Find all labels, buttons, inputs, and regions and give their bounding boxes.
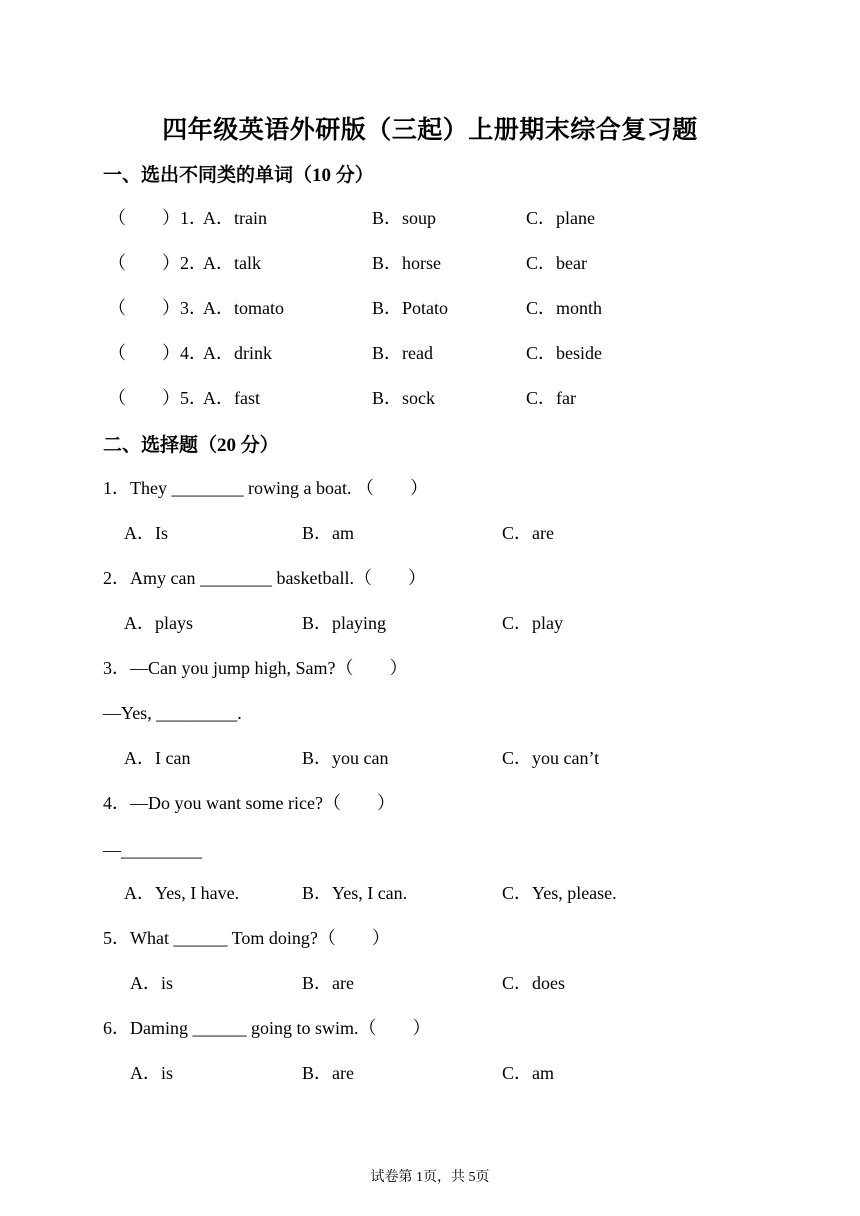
question-stem: 6．Daming ______ going to swim.（ ）	[103, 1018, 431, 1038]
option-c: C．month	[526, 298, 603, 318]
option-c: C．does	[502, 973, 565, 993]
page-footer: 试卷第 1页，共 5页	[370, 1170, 490, 1185]
option-a: A．plays	[124, 613, 193, 633]
question-reply: —Yes, _________.	[103, 703, 242, 723]
option-c: C．bear	[526, 253, 587, 273]
section2-heading: 二、选择题（20 分）	[103, 435, 279, 456]
option-a: A．train	[203, 208, 267, 228]
question-reply: —_________	[103, 840, 202, 860]
option-row	[0, 745, 860, 771]
question-stem: 2．Amy can ________ basketball.（ ）	[103, 568, 426, 588]
option-b: B．playing	[302, 613, 386, 633]
list-item	[0, 205, 860, 231]
item-number: （ ）1．	[108, 208, 207, 228]
option-a: A．Yes, I have.	[124, 883, 240, 903]
question-stem: 1．They ________ rowing a boat. （ ）	[103, 478, 428, 498]
item-number: （ ）5．	[108, 388, 207, 408]
option-a: A．fast	[203, 388, 260, 408]
item-number: （ ）2．	[108, 253, 207, 273]
option-a: A．is	[130, 1063, 174, 1083]
option-row	[0, 610, 860, 636]
option-b: B．Yes, I can.	[302, 883, 408, 903]
option-c: C．am	[502, 1063, 554, 1083]
option-row	[0, 520, 860, 546]
list-item	[0, 340, 860, 366]
question-stem: 3．—Can you jump high, Sam?（ ）	[103, 658, 408, 678]
option-a: A．Is	[124, 523, 168, 543]
option-b: B．Potato	[372, 298, 449, 318]
question-stem: 4．—Do you want some rice?（ ）	[103, 793, 395, 813]
option-b: B．read	[372, 343, 433, 363]
page-title: 四年级英语外研版（三起）上册期末综合复习题	[162, 117, 698, 144]
section1-heading: 一、选出不同类的单词（10 分）	[103, 165, 374, 186]
option-row	[0, 880, 860, 906]
option-row	[0, 970, 860, 996]
option-a: A．drink	[203, 343, 272, 363]
option-row	[0, 1060, 860, 1086]
option-b: B．am	[302, 523, 354, 543]
item-number: （ ）4．	[108, 343, 207, 363]
list-item	[0, 385, 860, 411]
option-a: A．is	[130, 973, 174, 993]
list-item	[0, 295, 860, 321]
option-a: A．talk	[203, 253, 261, 273]
option-c: C．are	[502, 523, 554, 543]
option-b: B．you can	[302, 748, 389, 768]
option-c: C．Yes, please.	[502, 883, 617, 903]
option-b: B．are	[302, 1063, 354, 1083]
option-c: C．plane	[526, 208, 595, 228]
item-number: （ ）3．	[108, 298, 207, 318]
option-c: C．far	[526, 388, 576, 408]
option-a: A．tomato	[203, 298, 284, 318]
option-b: B．sock	[372, 388, 435, 408]
question-stem: 5．What ______ Tom doing?（ ）	[103, 928, 390, 948]
option-b: B．horse	[372, 253, 441, 273]
option-a: A．I can	[124, 748, 191, 768]
option-c: C．beside	[526, 343, 602, 363]
option-b: B．are	[302, 973, 354, 993]
option-c: C．play	[502, 613, 563, 633]
option-c: C．you can’t	[502, 748, 600, 768]
option-b: B．soup	[372, 208, 437, 228]
list-item	[0, 250, 860, 276]
